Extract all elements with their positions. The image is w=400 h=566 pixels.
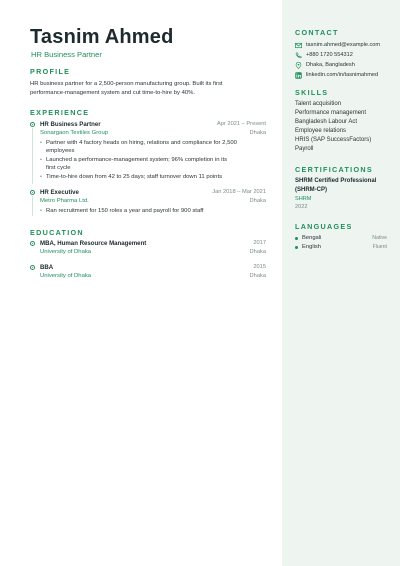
profile-summary [30,80,270,97]
school-location: Dhaka [249,249,266,255]
job-header [30,121,266,130]
language-name: Bengali [302,235,322,241]
education-school-row [30,273,266,282]
sidebar [282,0,400,566]
contact-phone[interactable] [295,52,395,61]
phone-icon [295,52,302,59]
bullet-text: Ran recruitment for 150 roles a year and payroll for 900 staff [46,208,204,214]
contact-email[interactable] [295,42,395,51]
job-bullet [46,156,266,173]
timeline-dot-icon [30,265,35,270]
contact-location [295,62,395,71]
certification-issuer: SHRM [295,196,312,202]
education-header [30,264,266,273]
language-name: English [302,244,322,250]
certification-year: 2022 [295,204,308,210]
skill-item: HRIS (SAP SuccessFactors) [295,137,372,143]
bullet-text: Partner with 4 factory heads on hiring, relations and compliance for 2,500 [46,140,237,146]
profile-line: HR business partner for a 2,500-person manufacturing group. Built its first [30,81,223,87]
graduation-year: 2017 [253,240,266,246]
skills-heading: SKILLS [295,88,329,97]
certification-title: (SHRM-CP) [295,187,327,193]
language-level: Fluent [372,244,387,250]
timeline-dot-icon [30,190,35,195]
job-dates: Apr 2021 – Present [216,121,266,127]
certifications-heading: CERTIFICATIONS [295,165,373,174]
school-location: Dhaka [249,273,266,279]
certification-title: SHRM Certified Professional [295,178,377,184]
bullet-text: Time-to-hire down from 42 to 25 days; staff turnover down 11 points [46,173,223,180]
job-dates: Jan 2018 – Mar 2021 [212,189,266,195]
job-company-row [30,130,266,139]
linkedin-text: linkedin.com/in/tasnimahmed [306,72,379,78]
skill-item: Payroll [295,146,314,152]
job-company-row [30,198,266,207]
skill-item: Bangladesh Labour Act [295,119,358,125]
timeline-dot-icon [30,122,35,127]
candidate-role: HR Business Partner [31,50,102,59]
bullet-text: first cycle [46,165,71,172]
job-company: Metro Pharma Ltd. [40,198,89,204]
education-heading: EDUCATION [30,228,84,237]
linkedin-icon [295,72,302,79]
skill-item: Talent acquisition [295,101,342,107]
candidate-name: Tasnim Ahmed [30,26,174,48]
graduation-year: 2015 [253,264,266,270]
experience-heading: EXPERIENCE [30,108,90,117]
education-entry [30,264,266,282]
envelope-icon [295,42,302,49]
degree: MBA, Human Resource Management [40,240,147,247]
location-text: Dhaka, Bangladesh [306,62,355,68]
education-entry [30,240,266,258]
phone-text: +880 1720 554312 [306,52,353,58]
job-header [30,189,266,198]
job-entry [30,121,266,181]
email-text: tasnim.ahmed@example.com [306,42,381,48]
bullet-text: Launched a performance-management system; 96% completion in its [46,156,228,163]
profile-line: performance-management system and cut time-to-hire by 40%. [30,89,196,96]
school: University of Dhaka [40,273,92,279]
job-title: HR Business Partner [40,121,101,128]
profile-heading: PROFILE [30,67,71,76]
job-company: Sonargaon Textiles Group [40,130,109,136]
job-location: Dhaka [249,130,266,136]
job-title: HR Executive [40,189,79,196]
job-location: Dhaka [249,198,266,204]
language-level: Native [372,235,387,241]
contact-heading: CONTACT [295,28,339,37]
skill-item: Employee relations [295,128,347,134]
bullet-dot-icon [295,246,298,249]
map-pin-icon [295,62,302,69]
contact-linkedin[interactable] [295,72,395,81]
bullet-text: employees [46,148,75,155]
language-item [295,244,387,252]
job-entry [30,189,266,215]
job-bullet [46,139,266,156]
skill-item: Performance management [295,110,367,116]
timeline-dot-icon [30,241,35,246]
job-bullet [46,173,266,181]
language-item [295,235,387,243]
job-bullet [46,207,266,215]
bullet-dot-icon [295,237,298,240]
degree: BBA [40,264,54,271]
education-school-row [30,249,266,258]
languages-heading: LANGUAGES [295,222,353,231]
school: University of Dhaka [40,249,92,255]
education-header [30,240,266,249]
